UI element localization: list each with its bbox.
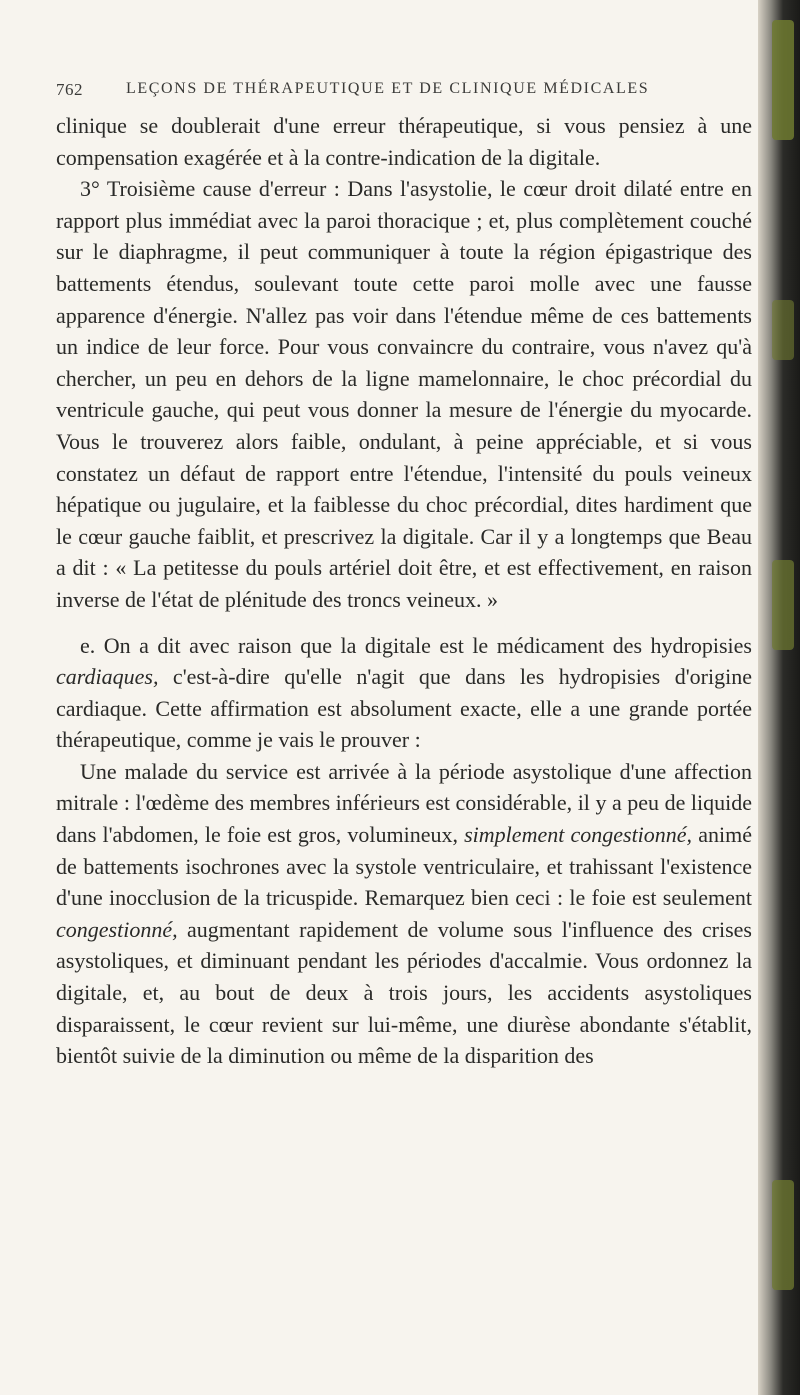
paragraph-case-text-3: augmentant rapidement de volume sous l'influence des crises asystoliques, et diminuant pendant les périodes d'accalmie. Vous ordonnez la digitale, et, au bout de deux à trois jours, les accidents asystoliques disparaissent, le cœur revient sur lui-même, une diurèse abondante s'établit, bientôt suivie de la diminution ou même de la disparition des	[56, 916, 752, 1069]
italic-simplement-congestionne: simplement congestionné,	[464, 822, 693, 848]
paragraph-continuation: clinique se doublerait d'une erreur thérapeutique, si vous pensiez à une compensation exagérée et à la contre-indication de la digitale.	[56, 113, 752, 170]
paragraph-e-text: e. On a dit avec raison que la digitale est le médicament des hydropisies	[80, 632, 752, 658]
page-header	[56, 80, 756, 106]
italic-congestionne: congestionné,	[56, 916, 178, 942]
paragraph-third-cause: 3° Troisième cause d'erreur : Dans l'asystolie, le cœur droit dilaté entre en rapport plus immédiat avec la paroi thoracique ; et, plus complètement couché sur le diaphragme, il peut communiquer à toute la région épigastrique des battements étendus, soulevant toute cette paroi molle avec une fausse apparence d'énergie. N'allez pas voir dans l'étendue même de ces battements un indice de leur force. Pour vous convaincre du contraire, vous n'avez qu'à chercher, un peu en dehors de la ligne mamelonnaire, le choc précordial du ventricule gauche, qui peut vous donner la mesure de l'énergie du myocarde. Vous le trouverez alors faible, ondulant, à peine appréciable, et si vous constatez un défaut de rapport entre l'étendue, l'intensité du pouls veineux hépatique ou jugulaire, et la faiblesse du choc précordial, dites hardiment que le cœur gauche faiblit, et prescrivez la digitale. Car il y a longtemps que Beau a dit : « La petitesse du pouls artériel doit être, et est effectivement, en raison inverse de l'état de plénitude des troncs veineux. »	[56, 176, 752, 612]
spine-stain-4	[772, 1180, 794, 1290]
paragraph-case	[56, 756, 752, 1072]
body-text	[56, 110, 752, 1072]
running-head: LEÇONS DE THÉRAPEUTIQUE ET DE CLINIQUE MÉDICALES	[126, 80, 650, 97]
spine-stain-3	[772, 560, 794, 650]
spine-stain-1	[772, 20, 794, 140]
book-spine-edge	[758, 0, 800, 1395]
paragraph-case-text-1: Une malade du service est arrivée à la période asystolique d'une affection mitrale : l'œdème des membres inférieurs est considérable, il y a peu de liquide dans l'abdomen, le foie est gros, volumineux,	[56, 758, 752, 848]
spine-stain-2	[772, 300, 794, 360]
italic-cardiaques: cardiaques,	[56, 664, 159, 690]
page-number: 762	[56, 80, 83, 99]
paragraph-e-text-2: c'est-à-dire qu'elle n'agit que dans les hydropisies d'origine cardiaque. Cette affirmation est absolument exacte, elle a une grande portée thérapeutique, comme je vais le prouver :	[56, 664, 752, 753]
paragraph-e	[56, 630, 752, 756]
paragraph-case-text-2: animé de battements isochrones avec la systole ventriculaire, et trahissant l'existence d'une inocclusion de la tricuspide. Remarquez bien ceci : le foie est seulement	[56, 822, 752, 911]
